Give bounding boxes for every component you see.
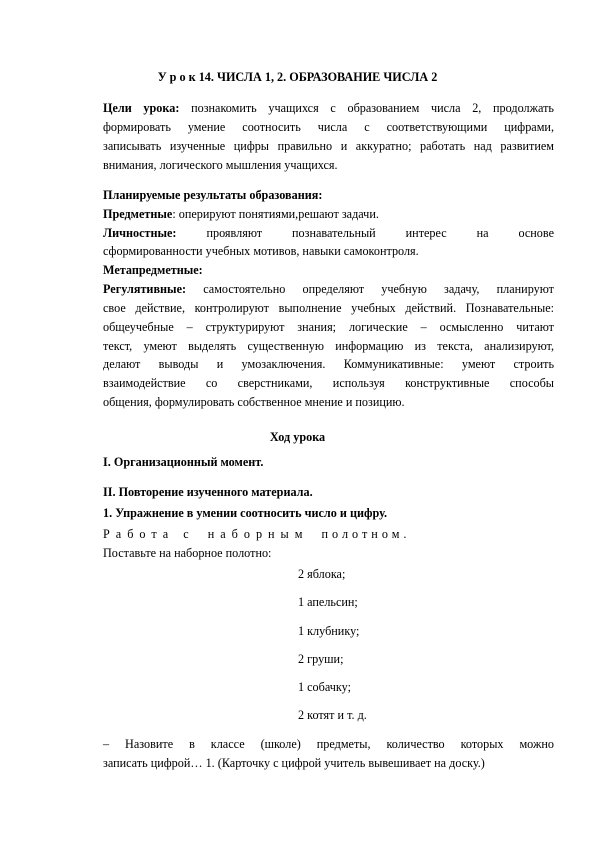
regulative-line-5: делают выводы и умозаключения. Коммуникативные: умеют строить [103, 357, 554, 371]
personal-text-1: проявляют познавательный интерес на основе [206, 226, 554, 240]
goals-line-1 [103, 101, 554, 116]
goals-line-2: формировать умение соотносить числа с соответствующими цифрами, [103, 120, 554, 134]
final-line-2: записать цифрой… 1. (Карточку с цифрой учитель вывешивает на доску.) [103, 756, 485, 770]
lesson-title: У р о к 14. ЧИСЛА 1, 2. ОБРАЗОВАНИЕ ЧИСЛА 2 [157, 70, 438, 84]
section-organizational: I. Организационный момент. [103, 455, 264, 469]
list-item: 1 клубнику; [298, 624, 360, 638]
goals-label: Цели урока: [103, 101, 180, 115]
personal-label: Личностные: [103, 226, 177, 240]
regulative-label: Регулятивные: [103, 282, 187, 296]
goals-line-4: внимания, логического мышления учащихся. [103, 158, 338, 172]
meta-heading: Метапредметные: [103, 263, 203, 277]
personal-line-2: сформированности учебных мотивов, навыки самоконтроля. [103, 244, 419, 258]
regulative-text-1: самостоятельно определяют учебную задачу, планируют [203, 282, 554, 296]
regulative-line-3: общеучебные – структурируют знания; логические – осмысленно читают [103, 320, 554, 334]
list-item: 2 яблока; [298, 567, 346, 581]
instruction: Поставьте на наборное полотно: [103, 546, 272, 560]
list-item: 2 котят и т. д. [298, 708, 367, 722]
final-line-1: – Назовите в классе (школе) предметы, количество которых можно [103, 737, 554, 751]
regulative-line-7: общения, формулировать собственное мнение и позицию. [103, 395, 405, 409]
subject-text: : оперируют понятиями,решают задачи. [172, 207, 379, 221]
lesson-flow-heading: Ход урока [269, 430, 326, 444]
subject-label: Предметные [103, 207, 173, 221]
work-line-b: наборным [207, 527, 309, 541]
regulative-line-2: свое действие, контролируют выполнение учебных действий. Познавательные: [103, 301, 554, 315]
regulative-line-1 [103, 282, 554, 297]
list-item: 2 груши; [298, 652, 344, 666]
regulative-line-4: текст, умеют выделять существенную информацию из текста, анализируют, [103, 339, 554, 353]
list-item: 1 апельсин; [298, 595, 358, 609]
exercise-1: 1. Упражнение в умении соотносить число и цифру. [103, 506, 387, 520]
section-review: II. Повторение изученного материала. [103, 485, 313, 499]
subject-results [103, 207, 554, 222]
work-line [103, 527, 554, 542]
goals-text-1: познакомить учащихся с образованием числа 2, продолжать [191, 101, 554, 115]
work-line-a: Работа с [103, 527, 195, 541]
personal-line-1 [103, 226, 554, 241]
work-line-c: полотном. [321, 527, 411, 541]
regulative-line-6: взаимодействие со сверстниками, используя конструктивные способы [103, 376, 554, 390]
list-item: 1 собачку; [298, 680, 351, 694]
goals-line-3: записывать изученные цифры правильно и аккуратно; работать над развитием [103, 139, 554, 153]
results-heading: Планируемые результаты образования: [103, 188, 323, 202]
